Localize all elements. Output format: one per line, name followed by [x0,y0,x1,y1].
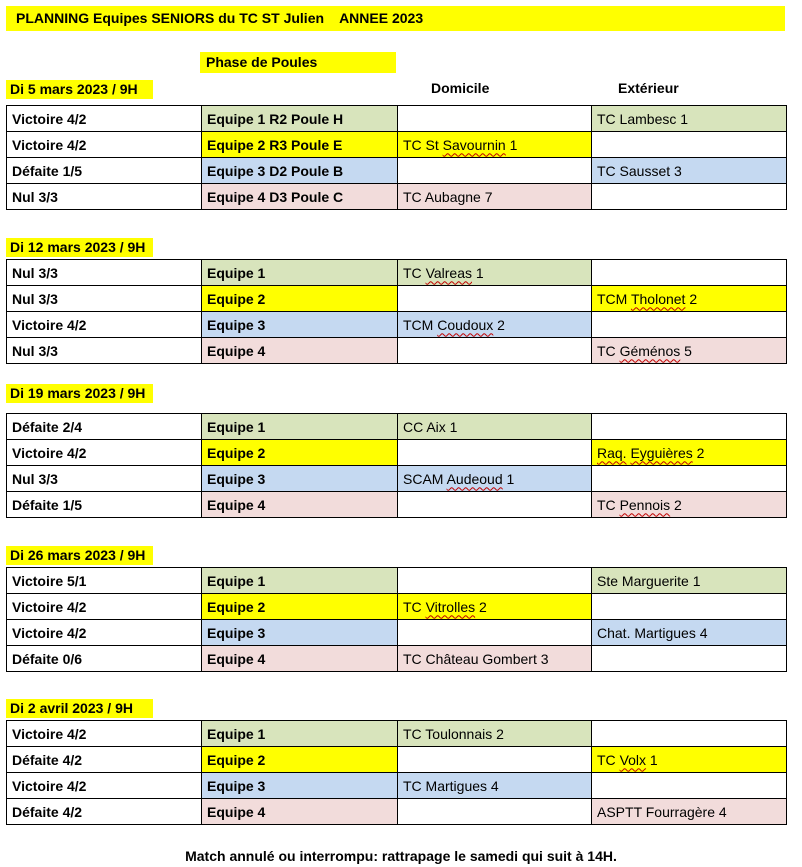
team-cell: Equipe 2 [202,747,398,773]
table-row [7,184,787,210]
table-row [7,773,787,799]
table-row [7,312,787,338]
away-header: Extérieur [618,80,679,96]
table-row [7,721,787,747]
away-opponent-cell: TC Lambesc 1 [592,106,787,132]
result-cell: Victoire 5/1 [7,568,202,594]
home-opponent-cell: TC Aubagne 7 [398,184,592,210]
home-opponent-cell: SCAM Audeoud 1 [398,466,592,492]
table-row [7,568,787,594]
away-opponent-cell: TC Sausset 3 [592,158,787,184]
round-date-label: Di 19 mars 2023 / 9H [6,384,153,403]
home-opponent-cell [398,440,592,466]
home-opponent-cell [398,492,592,518]
away-opponent-cell: Raq. Eyguières 2 [592,440,787,466]
away-opponent-cell [592,312,787,338]
away-opponent-cell: TC Géménos 5 [592,338,787,364]
result-cell: Nul 3/3 [7,184,202,210]
result-cell: Défaite 4/2 [7,799,202,825]
home-opponent-cell: TCM Coudoux 2 [398,312,592,338]
round-table [6,567,787,672]
round-date-label: Di 2 avril 2023 / 9H [6,699,153,718]
home-opponent-cell [398,747,592,773]
team-cell: Equipe 4 [202,799,398,825]
team-cell: Equipe 1 [202,568,398,594]
team-cell: Equipe 2 R3 Poule E [202,132,398,158]
team-cell: Equipe 1 R2 Poule H [202,106,398,132]
round-table [6,259,787,364]
team-cell: Equipe 2 [202,286,398,312]
phase-label: Phase de Poules [200,52,396,73]
table-row [7,338,787,364]
table-row [7,466,787,492]
home-opponent-cell: CC Aix 1 [398,414,592,440]
team-cell: Equipe 1 [202,260,398,286]
footer-note: Match annulé ou interrompu: rattrapage le samedi qui suit à 14H. [185,848,617,864]
result-cell: Nul 3/3 [7,466,202,492]
home-opponent-cell [398,338,592,364]
table-row [7,799,787,825]
home-opponent-cell: TC Château Gombert 3 [398,646,592,672]
table-row [7,747,787,773]
home-opponent-cell [398,158,592,184]
home-opponent-cell: TC St Savournin 1 [398,132,592,158]
team-cell: Equipe 3 [202,312,398,338]
table-row [7,132,787,158]
team-cell: Equipe 2 [202,440,398,466]
table-row [7,158,787,184]
round-table [6,720,787,825]
result-cell: Nul 3/3 [7,286,202,312]
result-cell: Victoire 4/2 [7,620,202,646]
away-opponent-cell [592,132,787,158]
team-cell: Equipe 1 [202,414,398,440]
away-opponent-cell: TCM Tholonet 2 [592,286,787,312]
away-opponent-cell [592,184,787,210]
result-cell: Victoire 4/2 [7,440,202,466]
round-table [6,105,787,210]
team-cell: Equipe 4 [202,646,398,672]
away-opponent-cell [592,260,787,286]
result-cell: Victoire 4/2 [7,312,202,338]
result-cell: Victoire 4/2 [7,721,202,747]
table-row [7,594,787,620]
away-opponent-cell [592,773,787,799]
result-cell: Victoire 4/2 [7,132,202,158]
team-cell: Equipe 4 [202,338,398,364]
away-opponent-cell [592,414,787,440]
table-row [7,620,787,646]
away-opponent-cell: Ste Marguerite 1 [592,568,787,594]
round-date-label: Di 12 mars 2023 / 9H [6,238,153,257]
away-opponent-cell: TC Pennois 2 [592,492,787,518]
team-cell: Equipe 3 D2 Poule B [202,158,398,184]
team-cell: Equipe 1 [202,721,398,747]
table-row [7,492,787,518]
result-cell: Défaite 1/5 [7,158,202,184]
round-date-label: Di 26 mars 2023 / 9H [6,546,153,565]
home-opponent-cell [398,568,592,594]
home-header: Domicile [431,80,490,96]
away-opponent-cell [592,721,787,747]
result-cell: Victoire 4/2 [7,106,202,132]
result-cell: Défaite 2/4 [7,414,202,440]
round-date-label: Di 5 mars 2023 / 9H [6,80,153,99]
away-opponent-cell [592,594,787,620]
away-opponent-cell: TC Volx 1 [592,747,787,773]
table-row [7,646,787,672]
team-cell: Equipe 2 [202,594,398,620]
away-opponent-cell [592,466,787,492]
team-cell: Equipe 3 [202,466,398,492]
team-cell: Equipe 3 [202,773,398,799]
round-table [6,413,787,518]
result-cell: Défaite 1/5 [7,492,202,518]
result-cell: Victoire 4/2 [7,594,202,620]
away-opponent-cell: Chat. Martigues 4 [592,620,787,646]
team-cell: Equipe 3 [202,620,398,646]
home-opponent-cell [398,286,592,312]
away-opponent-cell [592,646,787,672]
table-row [7,286,787,312]
table-row [7,106,787,132]
table-row [7,414,787,440]
home-opponent-cell: TC Toulonnais 2 [398,721,592,747]
home-opponent-cell: TC Martigues 4 [398,773,592,799]
result-cell: Défaite 0/6 [7,646,202,672]
result-cell: Nul 3/3 [7,260,202,286]
table-row [7,260,787,286]
result-cell: Nul 3/3 [7,338,202,364]
home-opponent-cell [398,620,592,646]
team-cell: Equipe 4 D3 Poule C [202,184,398,210]
page-title: PLANNING Equipes SENIORS du TC ST Julien ANNEE 2023 [6,6,785,31]
home-opponent-cell [398,106,592,132]
result-cell: Victoire 4/2 [7,773,202,799]
home-opponent-cell: TC Vitrolles 2 [398,594,592,620]
table-row [7,440,787,466]
result-cell: Défaite 4/2 [7,747,202,773]
away-opponent-cell: ASPTT Fourragère 4 [592,799,787,825]
home-opponent-cell [398,799,592,825]
team-cell: Equipe 4 [202,492,398,518]
home-opponent-cell: TC Valreas 1 [398,260,592,286]
